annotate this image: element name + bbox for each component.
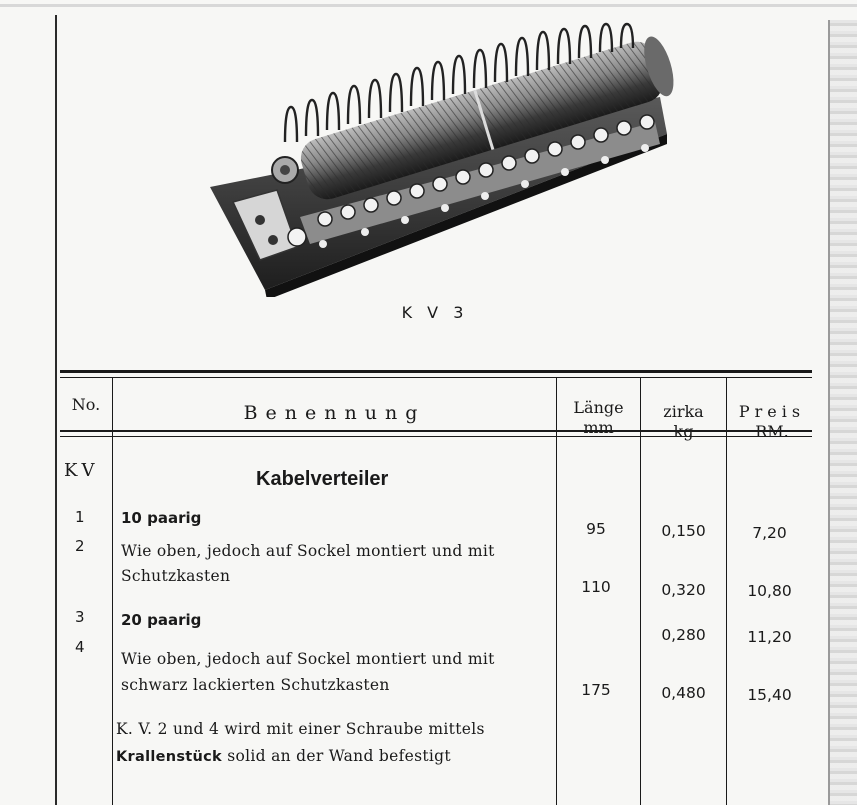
header-preis [727, 402, 817, 442]
row-1-kg: 0,150 [661, 522, 706, 540]
row-1-no: 1 [75, 508, 85, 526]
row-3-no: 3 [75, 608, 85, 626]
header-zirka [641, 402, 726, 442]
note-line2 [116, 743, 451, 770]
header-preis-line1: Preis [738, 402, 806, 421]
page-left-rule [55, 15, 57, 805]
header-no: No. [71, 395, 101, 414]
page-top-edge [0, 4, 857, 7]
row-4-text-line2: schwarz lackierten Schutzkasten [121, 676, 390, 694]
row-2-kg: 0,320 [661, 581, 706, 599]
table-top-rule-2 [60, 377, 812, 378]
row-2-text-line1: Wie oben, jedoch auf Sockel montiert und mit [121, 542, 495, 560]
header-zirka-line2: kg [673, 422, 694, 441]
group-code: KV [64, 460, 99, 481]
page-right-edge [830, 20, 857, 805]
row-3-preis: 11,20 [747, 628, 792, 646]
header-preis-line2: RM. [755, 422, 789, 441]
header-benennung: Benennung [243, 402, 426, 424]
row-4-preis: 15,40 [747, 686, 792, 704]
row-2-no: 2 [75, 537, 85, 555]
note-line1: K. V. 2 und 4 wird mit einer Schraube mittels [116, 720, 485, 738]
table-top-rule [60, 370, 812, 373]
cable-distributor-image [205, 22, 685, 297]
row-4-no: 4 [75, 638, 85, 656]
group-title: Kabelverteiler [256, 468, 389, 490]
note-bold-term: Krallenstück [116, 749, 222, 765]
header-zirka-line1: zirka [663, 402, 704, 421]
row-3-text: 20 paarig [121, 611, 202, 629]
row-2-text-line2: Schutzkasten [121, 567, 231, 585]
row-1-text: 10 paarig [121, 509, 202, 527]
row-3-kg: 0,280 [661, 626, 706, 644]
row-2-laenge: 110 [581, 578, 611, 596]
row-4-laenge: 175 [581, 681, 611, 699]
header-laenge-line2: mm [583, 418, 614, 437]
row-1-laenge: 95 [586, 520, 606, 538]
page-right-rule [828, 20, 830, 805]
note-line2-rest: solid an der Wand befestigt [222, 747, 451, 765]
row-1-preis: 7,20 [752, 524, 787, 542]
row-2-preis: 10,80 [747, 582, 792, 600]
row-4-kg: 0,480 [661, 684, 706, 702]
figure-caption: K V 3 [401, 303, 469, 322]
column-divider-no [112, 378, 113, 805]
header-laenge-line1: Länge [573, 398, 624, 417]
header-laenge [557, 398, 640, 438]
row-4-text-line1: Wie oben, jedoch auf Sockel montiert und mit [121, 650, 495, 668]
